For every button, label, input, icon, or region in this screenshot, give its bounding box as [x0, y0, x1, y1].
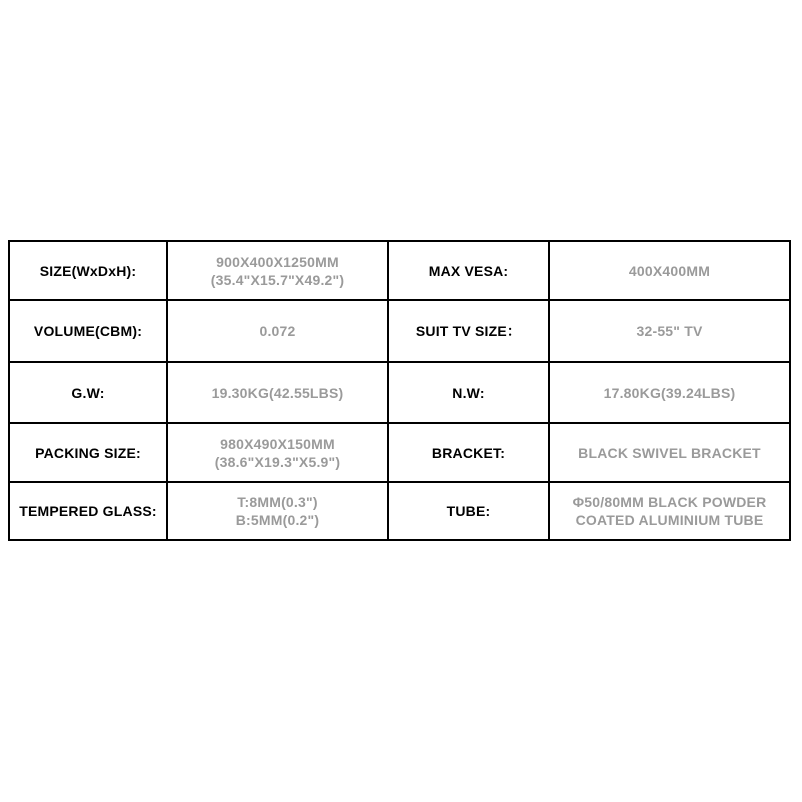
net-weight-value — [549, 362, 790, 423]
volume-value — [167, 300, 388, 362]
suit-tv-size-value — [549, 300, 790, 362]
net-weight-label: N.W: — [388, 362, 549, 423]
bracket-value — [549, 423, 790, 482]
table-row-size — [9, 241, 790, 300]
gross-weight-value — [167, 362, 388, 423]
spec-table — [8, 240, 791, 541]
tempered-glass-value-line: T:8MM(0.3") — [237, 494, 318, 510]
table-row-glass — [9, 482, 790, 540]
bracket-label: BRACKET: — [388, 423, 549, 482]
packing-size-value-line: (38.6"X19.3"X5.9") — [214, 453, 341, 470]
packing-size-label: PACKING SIZE: — [9, 423, 167, 482]
max-vesa-value — [549, 241, 790, 300]
tempered-glass-label: TEMPERED GLASS: — [9, 482, 167, 540]
max-vesa-label: MAX VESA: — [388, 241, 549, 300]
suit-tv-size-value-line: 32-55" TV — [636, 323, 703, 339]
volume-value-line: 0.072 — [259, 323, 296, 339]
tempered-glass-value — [167, 482, 388, 540]
size-label: SIZE(WxDxH): — [9, 241, 167, 300]
max-vesa-value-line: 400X400MM — [628, 262, 711, 279]
size-value-line: (35.4"X15.7"X49.2") — [210, 271, 345, 288]
suit-tv-size-label: SUIT TV SIZE： — [388, 300, 549, 362]
tube-value-line: Φ50/80MM BLACK POWDER — [572, 494, 767, 510]
bracket-value-line: BLACK SWIVEL BRACKET — [578, 444, 761, 461]
packing-size-value — [167, 423, 388, 482]
volume-label: VOLUME(CBM): — [9, 300, 167, 362]
net-weight-value-line: 17.80KG(39.24LBS) — [603, 384, 736, 401]
table-row-packing — [9, 423, 790, 482]
packing-size-value-line: 980X490X150MM — [220, 435, 335, 452]
size-value — [167, 241, 388, 300]
table-row-volume — [9, 300, 790, 362]
tube-value-line: COATED ALUMINIUM TUBE — [575, 512, 764, 528]
gross-weight-value-line: 19.30KG(42.55LBS) — [211, 384, 344, 401]
tempered-glass-value-line: B:5MM(0.2") — [235, 512, 320, 528]
gross-weight-label: G.W: — [9, 362, 167, 423]
size-value-line: 900X400X1250MM — [216, 253, 339, 270]
tube-value — [549, 482, 790, 540]
tube-label: TUBE: — [388, 482, 549, 540]
table-row-weight — [9, 362, 790, 423]
